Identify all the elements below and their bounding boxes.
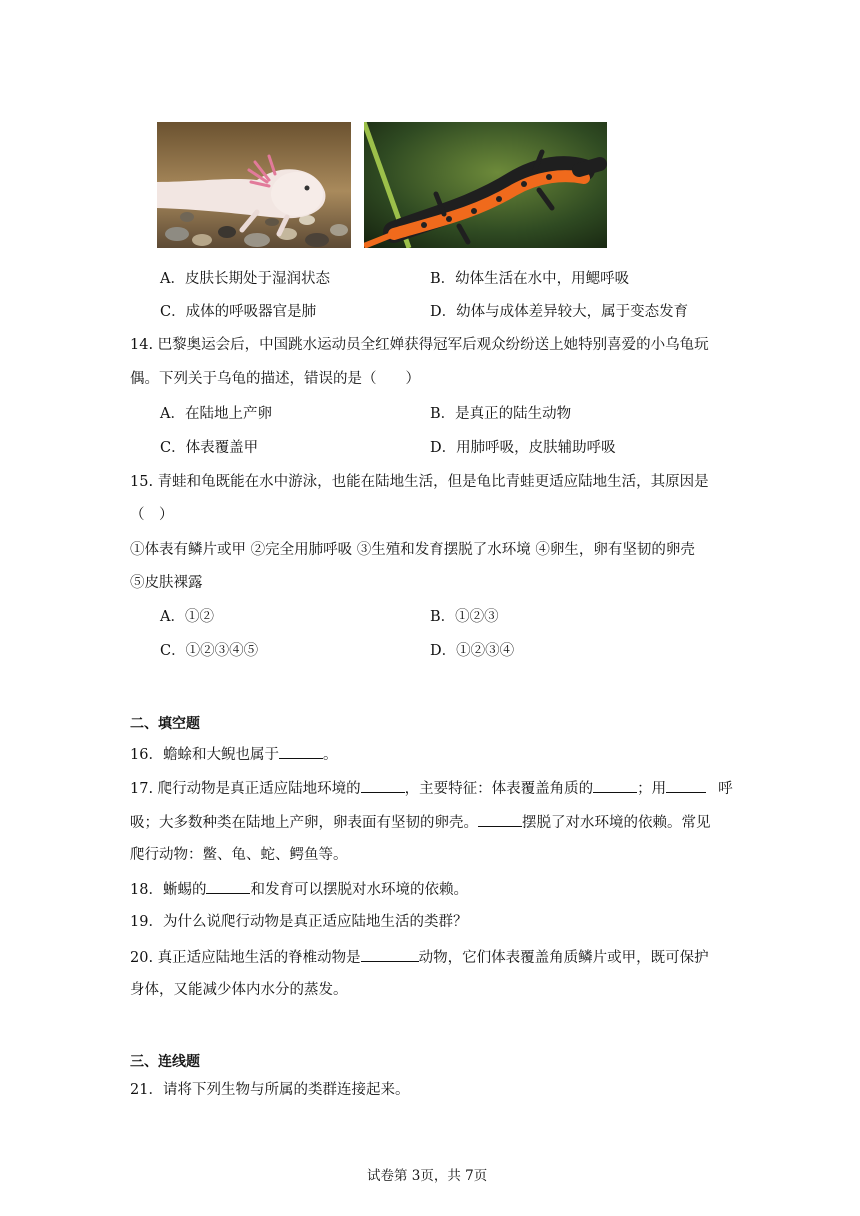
option-text: ①②③④: [456, 643, 515, 659]
q20-text: 动物，它们体表覆盖角质鳞片或甲，既可保护: [418, 950, 709, 966]
option-letter: B．: [430, 406, 456, 422]
option-text: 用肺呼吸，皮肤辅助呼吸: [456, 440, 616, 456]
answer-blank[interactable]: [666, 777, 706, 793]
q18-text-end: 和发育可以摆脱对水环境的依赖。: [250, 882, 468, 898]
option-letter: D．: [430, 440, 457, 456]
q15-option-b: [430, 607, 499, 627]
q14-option-d: [430, 438, 616, 458]
page-footer: 试卷第 3页，共 7页: [367, 1168, 488, 1184]
option-text: 皮肤长期处于湿润状态: [184, 271, 330, 287]
option-letter: C．: [160, 304, 186, 320]
q17-text: ，主要特征：体表覆盖角质的: [404, 781, 594, 797]
q13-option-d: [430, 302, 688, 322]
q17-line1: [130, 777, 733, 799]
q17-text: 吸；大多数种类在陆地上产卵，卵表面有坚韧的卵壳。: [130, 815, 478, 831]
q14-option-c: [160, 438, 258, 458]
q20-text: 20. 真正适应陆地生活的脊椎动物是: [130, 950, 361, 966]
q15-stem-line2: （ ）: [130, 507, 174, 523]
option-letter: D．: [430, 643, 457, 659]
q17-line2: [130, 811, 711, 833]
q18-text: 18．蜥蜴的: [130, 882, 207, 898]
q16-text: 16．蟾蜍和大鲵也属于: [130, 747, 279, 763]
option-text: ①②③: [455, 609, 499, 625]
q20-line1: [130, 946, 709, 968]
option-letter: A．: [160, 271, 185, 287]
answer-blank[interactable]: [279, 743, 323, 759]
option-letter: D．: [430, 304, 457, 320]
option-letter: C．: [160, 643, 186, 659]
q13-option-a: [160, 269, 330, 289]
orange-bellied-newt-photo: [364, 122, 607, 248]
q15-stem-line4: ⑤皮肤裸露: [130, 575, 203, 591]
option-letter: C．: [160, 440, 186, 456]
q19: 19．为什么说爬行动物是真正适应陆地生活的类群？: [130, 914, 468, 930]
q17-text: 17. 爬行动物是真正适应陆地环境的: [130, 781, 361, 797]
q14-option-b: [430, 404, 571, 424]
q13-option-c: [160, 302, 316, 322]
q17-text: 呼: [718, 781, 733, 797]
option-letter: A．: [160, 609, 185, 625]
q15-option-c: [160, 641, 258, 661]
option-text: 幼体生活在水中，用鳃呼吸: [455, 271, 630, 287]
q14-stem-line2: 偶。下列关于乌龟的描述，错误的是（ ）: [130, 371, 420, 387]
option-text: ①②③④⑤: [185, 643, 259, 659]
q17-text: 摆脱了对水环境的依赖。常见: [522, 815, 711, 831]
q16: [130, 743, 337, 765]
white-axolotl-photo: [157, 122, 351, 248]
q16-text-end: 。: [322, 747, 338, 763]
q15-stem-line3: ①体表有鳞片或甲 ②完全用肺呼吸 ③生殖和发育摆脱了水环境 ④卵生，卵有坚韧的卵壳: [130, 542, 695, 558]
option-letter: A．: [160, 406, 185, 422]
q15-stem-line1: 15. 青蛙和龟既能在水中游泳，也能在陆地生活，但是龟比青蛙更适应陆地生活，其原因是: [130, 474, 709, 490]
q21: 21．请将下列生物与所属的类群连接起来。: [130, 1082, 410, 1098]
q17-text: ；用: [637, 781, 667, 797]
q14-option-a: [160, 404, 272, 424]
option-letter: B．: [430, 271, 456, 287]
section-heading-matching: 三、连线题: [130, 1054, 200, 1070]
answer-blank[interactable]: [206, 878, 250, 894]
q18: [130, 878, 468, 900]
q14-stem-line1: 14. 巴黎奥运会后，中国跳水运动员全红婵获得冠军后观众纷纷送上她特别喜爱的小乌龟玩: [130, 337, 709, 353]
q13-option-b: [430, 269, 629, 289]
q15-option-a: [160, 607, 214, 627]
option-text: 成体的呼吸器官是肺: [185, 304, 317, 320]
answer-blank[interactable]: [478, 811, 522, 827]
q20-line2: 身体，又能减少体内水分的蒸发。: [130, 982, 348, 998]
section-heading-fill-in: 二、填空题: [130, 716, 200, 732]
answer-blank[interactable]: [593, 777, 637, 793]
answer-blank[interactable]: [361, 946, 419, 962]
option-text: 幼体与成体差异较大，属于变态发育: [456, 304, 689, 320]
q17-line3: 爬行动物：鳖、龟、蛇、鳄鱼等。: [130, 847, 348, 863]
option-text: ①②: [184, 609, 214, 625]
option-letter: B．: [430, 609, 456, 625]
option-text: 是真正的陆生动物: [455, 406, 572, 422]
q15-option-d: [430, 641, 514, 661]
answer-blank[interactable]: [361, 777, 405, 793]
option-text: 体表覆盖甲: [185, 440, 259, 456]
option-text: 在陆地上产卵: [184, 406, 272, 422]
